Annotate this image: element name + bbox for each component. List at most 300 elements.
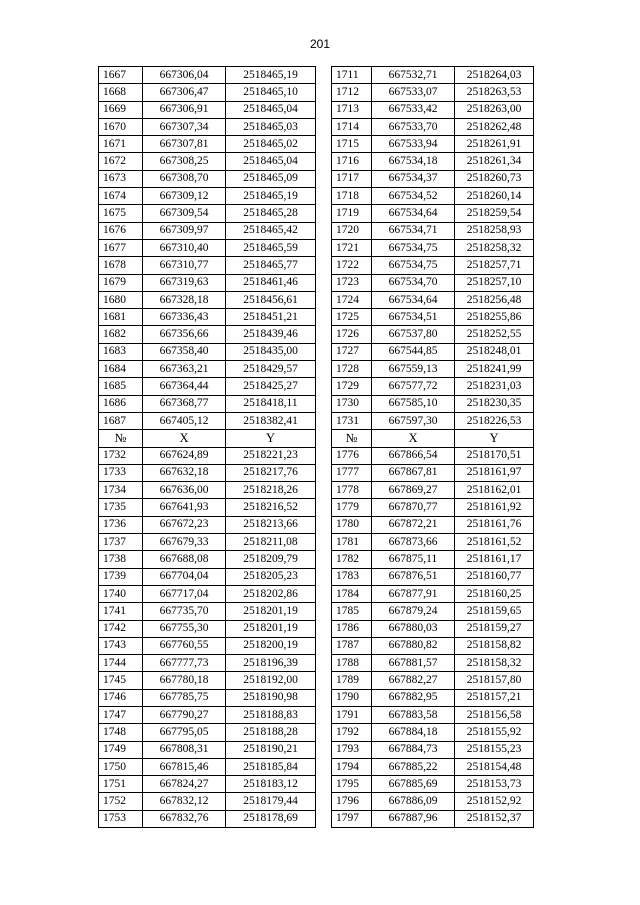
x-coordinate-cell: 667755,30: [143, 620, 226, 637]
table-row: [99, 793, 534, 810]
point-number-cell: 1719: [332, 205, 372, 222]
x-coordinate-cell: 667358,40: [143, 343, 226, 360]
y-coordinate-cell: 2518216,52: [226, 499, 316, 516]
x-coordinate-cell: 667867,81: [372, 464, 455, 481]
x-coordinate-cell: 667534,18: [372, 153, 455, 170]
y-coordinate-cell: 2518217,76: [226, 464, 316, 481]
x-coordinate-cell: 667884,18: [372, 724, 455, 741]
y-coordinate-cell: 2518252,55: [455, 326, 534, 343]
table-row: [99, 222, 534, 239]
table-row: [99, 447, 534, 464]
x-coordinate-cell: 667632,18: [143, 464, 226, 481]
table-row: [99, 257, 534, 274]
column-gap: [316, 810, 332, 827]
x-coordinate-cell: 667309,12: [143, 188, 226, 205]
x-coordinate-cell: 667310,40: [143, 239, 226, 256]
x-coordinate-cell: 667887,96: [372, 810, 455, 827]
y-coordinate-cell: 2518209,79: [226, 551, 316, 568]
x-coordinate-cell: 667544,85: [372, 343, 455, 360]
x-coordinate-cell: 667882,27: [372, 672, 455, 689]
y-coordinate-cell: 2518259,54: [455, 205, 534, 222]
point-number-cell: 1748: [99, 724, 143, 741]
point-number-cell: 1682: [99, 326, 143, 343]
point-number-cell: 1752: [99, 793, 143, 810]
x-coordinate-cell: 667688,08: [143, 551, 226, 568]
point-number-cell: 1713: [332, 101, 372, 118]
y-coordinate-cell: 2518161,97: [455, 464, 534, 481]
y-coordinate-cell: 2518201,19: [226, 620, 316, 637]
x-coordinate-cell: 667641,93: [143, 499, 226, 516]
y-coordinate-cell: 2518226,53: [455, 412, 534, 429]
point-number-cell: 1681: [99, 309, 143, 326]
x-coordinate-cell: 667882,95: [372, 689, 455, 706]
y-coordinate-cell: 2518190,21: [226, 741, 316, 758]
point-number-cell: 1746: [99, 689, 143, 706]
x-coordinate-cell: 667308,25: [143, 153, 226, 170]
column-gap: [316, 603, 332, 620]
y-coordinate-cell: 2518425,27: [226, 378, 316, 395]
column-gap: [316, 620, 332, 637]
table-row: [99, 534, 534, 551]
y-coordinate-cell: 2518241,99: [455, 361, 534, 378]
y-coordinate-cell: 2518465,28: [226, 205, 316, 222]
point-number-cell: 1786: [332, 620, 372, 637]
y-coordinate-cell: 2518257,10: [455, 274, 534, 291]
x-coordinate-cell: 667880,03: [372, 620, 455, 637]
table-row: [99, 67, 534, 84]
column-gap: [316, 655, 332, 672]
y-coordinate-cell: 2518465,04: [226, 153, 316, 170]
x-coordinate-cell: 667624,89: [143, 447, 226, 464]
point-number-cell: 1789: [332, 672, 372, 689]
table-row: [99, 101, 534, 118]
point-number-cell: 1671: [99, 136, 143, 153]
table-row: [99, 412, 534, 429]
x-header: X: [143, 430, 226, 447]
column-gap: [316, 136, 332, 153]
column-gap: [316, 239, 332, 256]
y-coordinate-cell: 2518429,57: [226, 361, 316, 378]
x-coordinate-cell: 667884,73: [372, 741, 455, 758]
point-number-cell: 1686: [99, 395, 143, 412]
y-coordinate-cell: 2518185,84: [226, 758, 316, 775]
y-coordinate-cell: 2518161,17: [455, 551, 534, 568]
x-coordinate-cell: 667534,75: [372, 257, 455, 274]
x-coordinate-cell: 667735,70: [143, 603, 226, 620]
point-number-cell: 1716: [332, 153, 372, 170]
column-gap: [316, 118, 332, 135]
point-number-cell: 1788: [332, 655, 372, 672]
x-coordinate-cell: 667306,04: [143, 67, 226, 84]
y-coordinate-cell: 2518258,93: [455, 222, 534, 239]
number-header: №: [332, 430, 372, 447]
y-coordinate-cell: 2518248,01: [455, 343, 534, 360]
point-number-cell: 1667: [99, 67, 143, 84]
column-gap: [316, 101, 332, 118]
column-gap: [316, 499, 332, 516]
point-number-cell: 1678: [99, 257, 143, 274]
table-row: [99, 239, 534, 256]
y-coordinate-cell: 2518439,46: [226, 326, 316, 343]
point-number-cell: 1751: [99, 776, 143, 793]
table-row: [99, 291, 534, 308]
point-number-cell: 1712: [332, 84, 372, 101]
point-number-cell: 1685: [99, 378, 143, 395]
table-row: [99, 776, 534, 793]
table-row: [99, 395, 534, 412]
x-coordinate-cell: 667319,63: [143, 274, 226, 291]
x-coordinate-cell: 667679,33: [143, 534, 226, 551]
point-number-cell: 1784: [332, 585, 372, 602]
x-coordinate-cell: 667886,09: [372, 793, 455, 810]
y-coordinate-cell: 2518157,21: [455, 689, 534, 706]
point-number-cell: 1724: [332, 291, 372, 308]
point-number-cell: 1727: [332, 343, 372, 360]
point-number-cell: 1668: [99, 84, 143, 101]
point-number-cell: 1669: [99, 101, 143, 118]
x-coordinate-cell: 667597,30: [372, 412, 455, 429]
x-coordinate-cell: 667309,54: [143, 205, 226, 222]
y-header: Y: [455, 430, 534, 447]
x-coordinate-cell: 667363,21: [143, 361, 226, 378]
y-coordinate-cell: 2518161,92: [455, 499, 534, 516]
y-coordinate-cell: 2518155,23: [455, 741, 534, 758]
column-gap: [316, 67, 332, 84]
x-coordinate-cell: 667885,22: [372, 758, 455, 775]
point-number-cell: 1785: [332, 603, 372, 620]
x-coordinate-cell: 667872,21: [372, 516, 455, 533]
y-coordinate-cell: 2518190,98: [226, 689, 316, 706]
point-number-cell: 1714: [332, 118, 372, 135]
y-coordinate-cell: 2518263,00: [455, 101, 534, 118]
point-number-cell: 1744: [99, 655, 143, 672]
x-coordinate-cell: 667577,72: [372, 378, 455, 395]
column-gap: [316, 326, 332, 343]
table-row: [99, 620, 534, 637]
point-number-cell: 1723: [332, 274, 372, 291]
point-number-cell: 1721: [332, 239, 372, 256]
table-row: [99, 551, 534, 568]
column-gap: [316, 291, 332, 308]
point-number-cell: 1722: [332, 257, 372, 274]
column-gap: [316, 153, 332, 170]
point-number-cell: 1737: [99, 534, 143, 551]
table-row: [99, 516, 534, 533]
column-gap: [316, 706, 332, 723]
table-row: [99, 188, 534, 205]
column-gap: [316, 205, 332, 222]
y-coordinate-cell: 2518257,71: [455, 257, 534, 274]
table-row: [99, 118, 534, 135]
table-row: [99, 170, 534, 187]
y-coordinate-cell: 2518465,42: [226, 222, 316, 239]
table-row: [99, 205, 534, 222]
x-coordinate-cell: 667866,54: [372, 447, 455, 464]
y-coordinate-cell: 2518178,69: [226, 810, 316, 827]
y-coordinate-cell: 2518456,61: [226, 291, 316, 308]
point-number-cell: 1711: [332, 67, 372, 84]
point-number-cell: 1670: [99, 118, 143, 135]
x-coordinate-cell: 667880,82: [372, 637, 455, 654]
y-coordinate-cell: 2518159,65: [455, 603, 534, 620]
table-row: [99, 326, 534, 343]
x-coordinate-cell: 667873,66: [372, 534, 455, 551]
y-coordinate-cell: 2518162,01: [455, 482, 534, 499]
x-coordinate-cell: 667883,58: [372, 706, 455, 723]
x-coordinate-cell: 667785,75: [143, 689, 226, 706]
x-coordinate-cell: 667534,52: [372, 188, 455, 205]
table-row: [99, 274, 534, 291]
point-number-cell: 1753: [99, 810, 143, 827]
point-number-cell: 1734: [99, 482, 143, 499]
y-coordinate-cell: 2518188,83: [226, 706, 316, 723]
y-coordinate-cell: 2518262,48: [455, 118, 534, 135]
point-number-cell: 1745: [99, 672, 143, 689]
table-row: [99, 499, 534, 516]
x-coordinate-cell: 667870,77: [372, 499, 455, 516]
table-row: [99, 655, 534, 672]
y-coordinate-cell: 2518200,19: [226, 637, 316, 654]
x-coordinate-cell: 667869,27: [372, 482, 455, 499]
point-number-cell: 1673: [99, 170, 143, 187]
table-row: [99, 672, 534, 689]
point-number-cell: 1735: [99, 499, 143, 516]
table-row: [99, 741, 534, 758]
point-number-cell: 1687: [99, 412, 143, 429]
column-gap: [316, 309, 332, 326]
point-number-cell: 1783: [332, 568, 372, 585]
point-number-cell: 1679: [99, 274, 143, 291]
y-coordinate-cell: 2518153,73: [455, 776, 534, 793]
column-gap: [316, 585, 332, 602]
x-coordinate-cell: 667636,00: [143, 482, 226, 499]
point-number-cell: 1743: [99, 637, 143, 654]
y-coordinate-cell: 2518256,48: [455, 291, 534, 308]
table-row: [99, 758, 534, 775]
y-coordinate-cell: 2518255,86: [455, 309, 534, 326]
point-number-cell: 1729: [332, 378, 372, 395]
x-coordinate-cell: 667885,69: [372, 776, 455, 793]
x-coordinate-cell: 667307,81: [143, 136, 226, 153]
point-number-cell: 1782: [332, 551, 372, 568]
y-coordinate-cell: 2518263,53: [455, 84, 534, 101]
x-coordinate-cell: 667559,13: [372, 361, 455, 378]
column-gap: [316, 516, 332, 533]
x-coordinate-cell: 667533,94: [372, 136, 455, 153]
column-gap: [316, 568, 332, 585]
column-gap: [316, 412, 332, 429]
point-number-cell: 1675: [99, 205, 143, 222]
x-coordinate-cell: 667790,27: [143, 706, 226, 723]
point-number-cell: 1736: [99, 516, 143, 533]
y-coordinate-cell: 2518156,58: [455, 706, 534, 723]
y-coordinate-cell: 2518465,03: [226, 118, 316, 135]
y-coordinate-cell: 2518155,92: [455, 724, 534, 741]
column-gap: [316, 534, 332, 551]
point-number-cell: 1738: [99, 551, 143, 568]
x-coordinate-cell: 667537,80: [372, 326, 455, 343]
y-coordinate-cell: 2518160,77: [455, 568, 534, 585]
y-coordinate-cell: 2518465,19: [226, 188, 316, 205]
x-coordinate-cell: 667881,57: [372, 655, 455, 672]
x-coordinate-cell: 667336,43: [143, 309, 226, 326]
table-row: [99, 689, 534, 706]
y-coordinate-cell: 2518152,92: [455, 793, 534, 810]
x-coordinate-cell: 667824,27: [143, 776, 226, 793]
y-coordinate-cell: 2518231,03: [455, 378, 534, 395]
y-coordinate-cell: 2518465,09: [226, 170, 316, 187]
column-gap: [316, 361, 332, 378]
column-gap: [316, 343, 332, 360]
x-coordinate-cell: 667364,44: [143, 378, 226, 395]
y-coordinate-cell: 2518192,00: [226, 672, 316, 689]
x-coordinate-cell: 667808,31: [143, 741, 226, 758]
y-coordinate-cell: 2518170,51: [455, 447, 534, 464]
column-gap: [316, 378, 332, 395]
y-coordinate-cell: 2518435,00: [226, 343, 316, 360]
point-number-cell: 1797: [332, 810, 372, 827]
table-row: [99, 136, 534, 153]
column-gap: [316, 776, 332, 793]
x-coordinate-cell: 667405,12: [143, 412, 226, 429]
point-number-cell: 1683: [99, 343, 143, 360]
point-number-cell: 1720: [332, 222, 372, 239]
x-coordinate-cell: 667534,51: [372, 309, 455, 326]
x-coordinate-cell: 667879,24: [372, 603, 455, 620]
x-coordinate-cell: 667368,77: [143, 395, 226, 412]
page-number: 201: [309, 37, 331, 51]
table-row: [99, 153, 534, 170]
point-number-cell: 1718: [332, 188, 372, 205]
point-number-cell: 1739: [99, 568, 143, 585]
point-number-cell: 1680: [99, 291, 143, 308]
column-gap: [316, 257, 332, 274]
point-number-cell: 1726: [332, 326, 372, 343]
table-row: [99, 637, 534, 654]
y-coordinate-cell: 2518451,21: [226, 309, 316, 326]
x-coordinate-cell: 667356,66: [143, 326, 226, 343]
y-coordinate-cell: 2518260,14: [455, 188, 534, 205]
point-number-cell: 1730: [332, 395, 372, 412]
y-coordinate-cell: 2518158,32: [455, 655, 534, 672]
y-coordinate-cell: 2518158,82: [455, 637, 534, 654]
point-number-cell: 1793: [332, 741, 372, 758]
table-row: [99, 343, 534, 360]
x-coordinate-cell: 667328,18: [143, 291, 226, 308]
column-gap: [316, 170, 332, 187]
column-gap: [316, 84, 332, 101]
y-coordinate-cell: 2518465,04: [226, 101, 316, 118]
x-coordinate-cell: 667533,07: [372, 84, 455, 101]
point-number-cell: 1747: [99, 706, 143, 723]
x-coordinate-cell: 667533,42: [372, 101, 455, 118]
y-coordinate-cell: 2518213,66: [226, 516, 316, 533]
x-coordinate-cell: 667309,97: [143, 222, 226, 239]
point-number-cell: 1787: [332, 637, 372, 654]
x-coordinate-cell: 667832,12: [143, 793, 226, 810]
table-row: [99, 309, 534, 326]
x-coordinate-cell: 667307,34: [143, 118, 226, 135]
y-coordinate-cell: 2518201,19: [226, 603, 316, 620]
x-coordinate-cell: 667534,71: [372, 222, 455, 239]
y-coordinate-cell: 2518161,76: [455, 516, 534, 533]
y-coordinate-cell: 2518260,73: [455, 170, 534, 187]
point-number-cell: 1717: [332, 170, 372, 187]
coordinates-table: [98, 66, 534, 828]
column-gap: [316, 274, 332, 291]
y-coordinate-cell: 2518264,03: [455, 67, 534, 84]
point-number-cell: 1741: [99, 603, 143, 620]
y-coordinate-cell: 2518188,28: [226, 724, 316, 741]
point-number-cell: 1794: [332, 758, 372, 775]
x-coordinate-cell: 667875,11: [372, 551, 455, 568]
y-coordinate-cell: 2518202,86: [226, 585, 316, 602]
x-coordinate-cell: 667534,37: [372, 170, 455, 187]
column-gap: [316, 741, 332, 758]
column-gap: [316, 447, 332, 464]
x-coordinate-cell: 667310,77: [143, 257, 226, 274]
y-coordinate-cell: 2518160,25: [455, 585, 534, 602]
x-coordinate-cell: 667780,18: [143, 672, 226, 689]
column-gap: [316, 758, 332, 775]
y-coordinate-cell: 2518465,59: [226, 239, 316, 256]
point-number-cell: 1796: [332, 793, 372, 810]
x-coordinate-cell: 667534,70: [372, 274, 455, 291]
column-gap: [316, 222, 332, 239]
point-number-cell: 1677: [99, 239, 143, 256]
point-number-cell: 1672: [99, 153, 143, 170]
point-number-cell: 1728: [332, 361, 372, 378]
point-number-cell: 1731: [332, 412, 372, 429]
x-header: X: [372, 430, 455, 447]
y-coordinate-cell: 2518465,77: [226, 257, 316, 274]
column-gap: [316, 482, 332, 499]
y-coordinate-cell: 2518205,23: [226, 568, 316, 585]
y-coordinate-cell: 2518465,10: [226, 84, 316, 101]
column-gap: [316, 395, 332, 412]
y-coordinate-cell: 2518418,11: [226, 395, 316, 412]
point-number-cell: 1725: [332, 309, 372, 326]
x-coordinate-cell: 667815,46: [143, 758, 226, 775]
y-coordinate-cell: 2518183,12: [226, 776, 316, 793]
point-number-cell: 1776: [332, 447, 372, 464]
point-number-cell: 1791: [332, 706, 372, 723]
column-gap: [316, 672, 332, 689]
x-coordinate-cell: 667306,91: [143, 101, 226, 118]
x-coordinate-cell: 667534,75: [372, 239, 455, 256]
y-coordinate-cell: 2518465,02: [226, 136, 316, 153]
x-coordinate-cell: 667306,47: [143, 84, 226, 101]
table-row: [99, 724, 534, 741]
y-coordinate-cell: 2518152,37: [455, 810, 534, 827]
point-number-cell: 1715: [332, 136, 372, 153]
x-coordinate-cell: 667760,55: [143, 637, 226, 654]
y-coordinate-cell: 2518211,08: [226, 534, 316, 551]
point-number-cell: 1742: [99, 620, 143, 637]
x-coordinate-cell: 667876,51: [372, 568, 455, 585]
x-coordinate-cell: 667534,64: [372, 205, 455, 222]
x-coordinate-cell: 667534,64: [372, 291, 455, 308]
point-number-cell: 1792: [332, 724, 372, 741]
table-row: [99, 585, 534, 602]
number-header: №: [99, 430, 143, 447]
table-row: [99, 603, 534, 620]
column-gap: [316, 724, 332, 741]
x-coordinate-cell: 667533,70: [372, 118, 455, 135]
x-coordinate-cell: 667672,23: [143, 516, 226, 533]
x-coordinate-cell: 667717,04: [143, 585, 226, 602]
x-coordinate-cell: 667308,70: [143, 170, 226, 187]
